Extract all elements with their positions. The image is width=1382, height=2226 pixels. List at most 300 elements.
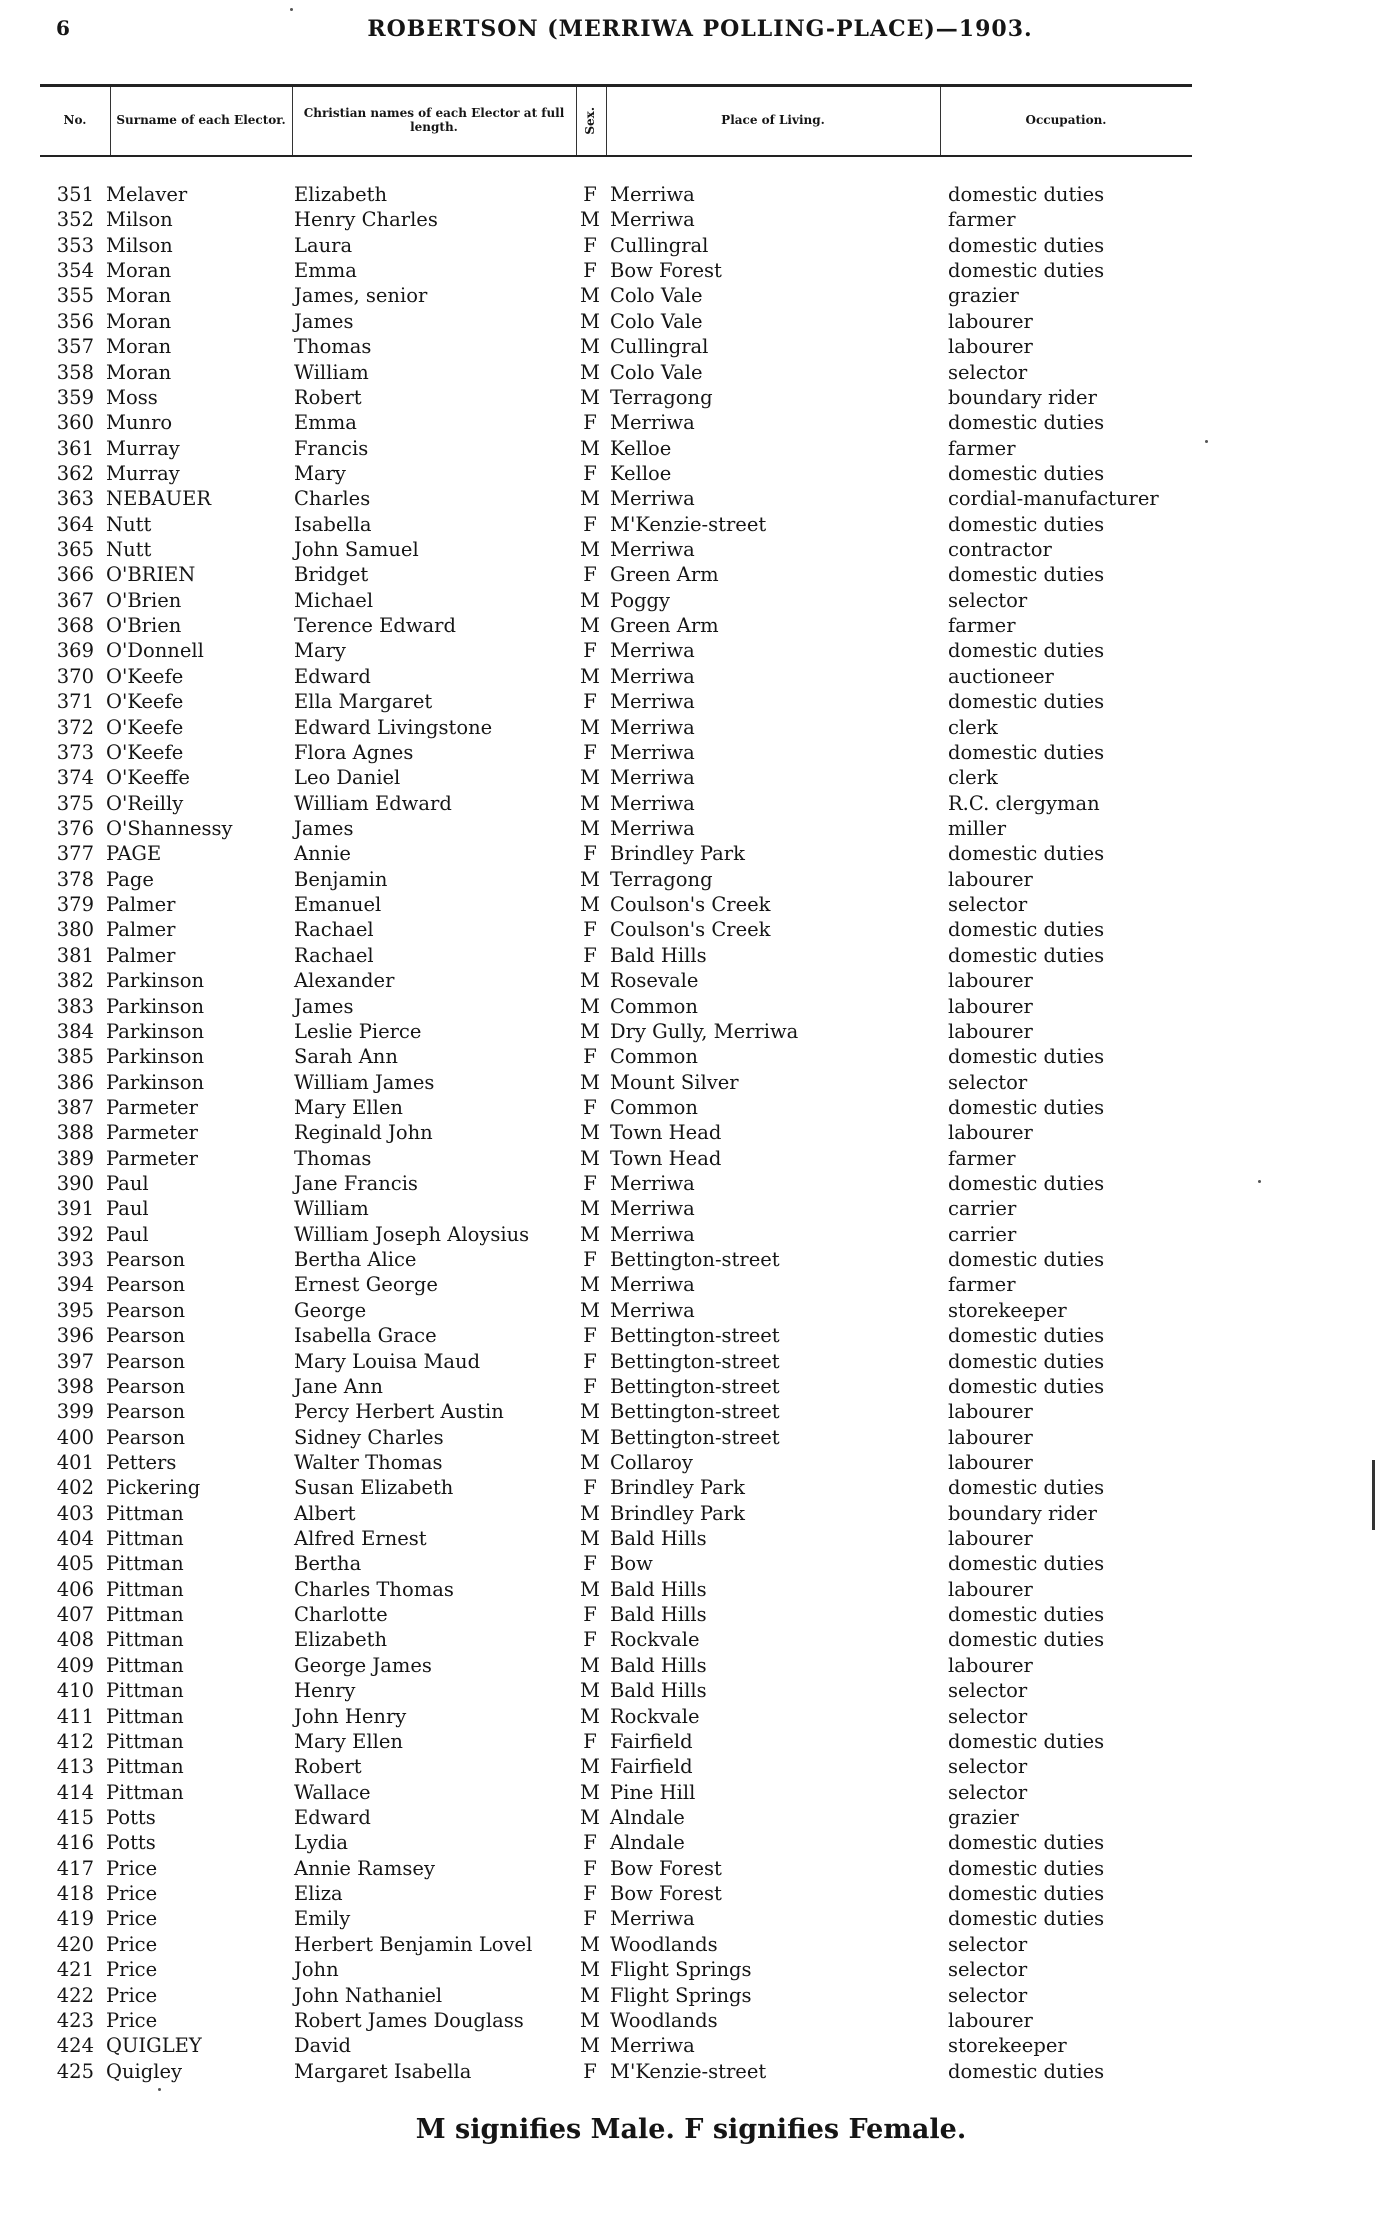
elector-row <box>0 1070 1382 1095</box>
elector-number: 357 <box>56 335 94 359</box>
elector-christian-names: Mary Ellen <box>294 1095 403 1119</box>
elector-row <box>0 360 1382 385</box>
elector-row <box>0 1932 1382 1957</box>
elector-number: 374 <box>56 766 94 790</box>
elector-christian-names: John Henry <box>294 1704 407 1728</box>
elector-christian-names: Lydia <box>294 1831 348 1855</box>
elector-row <box>0 638 1382 663</box>
elector-sex: M <box>580 2034 600 2058</box>
elector-place-of-living: Merriwa <box>610 487 695 511</box>
elector-occupation: storekeeper <box>948 2034 1067 2058</box>
print-speck <box>158 2088 161 2091</box>
elector-number: 384 <box>56 1019 94 1043</box>
elector-number: 420 <box>56 1932 94 1956</box>
elector-sex: M <box>580 1780 600 1804</box>
elector-sex: F <box>583 918 597 942</box>
elector-sex: M <box>580 1755 600 1779</box>
elector-christian-names: George James <box>294 1653 432 1677</box>
elector-number: 392 <box>56 1222 94 1246</box>
elector-row <box>0 258 1382 283</box>
elector-surname: O'Donnell <box>106 639 204 663</box>
elector-surname: Pittman <box>106 1780 184 1804</box>
elector-surname: Parmeter <box>106 1121 198 1145</box>
elector-place-of-living: Merriwa <box>610 740 695 764</box>
elector-row <box>0 1196 1382 1221</box>
elector-surname: Moran <box>106 360 172 384</box>
elector-christian-names: Francis <box>294 436 369 460</box>
elector-occupation: selector <box>948 1932 1028 1956</box>
elector-christian-names: Thomas <box>294 335 372 359</box>
elector-sex: F <box>583 639 597 663</box>
elector-row <box>0 486 1382 511</box>
elector-number: 368 <box>56 614 94 638</box>
column-divider <box>940 87 941 155</box>
elector-christian-names: Edward <box>294 1806 371 1829</box>
elector-christian-names: William <box>294 1197 369 1221</box>
elector-place-of-living: Common <box>610 1045 698 1069</box>
elector-christian-names: Emma <box>294 259 357 283</box>
elector-place-of-living: Bettington-street <box>610 1324 780 1348</box>
elector-place-of-living: Collaroy <box>610 1450 693 1474</box>
elector-surname: Palmer <box>106 893 176 917</box>
elector-sex: M <box>580 2008 600 2032</box>
elector-surname: Paul <box>106 1222 149 1246</box>
elector-row <box>0 867 1382 892</box>
elector-surname: Petters <box>106 1450 177 1474</box>
column-header-surname: Surname of each Elector. <box>116 113 286 128</box>
elector-christian-names: Rachael <box>294 943 374 967</box>
elector-surname: Pearson <box>106 1425 186 1449</box>
elector-surname: Parmeter <box>106 1095 198 1119</box>
elector-occupation: labourer <box>948 994 1033 1018</box>
elector-number: 393 <box>56 1248 94 1272</box>
elector-surname: Price <box>106 1932 158 1956</box>
elector-occupation: clerk <box>948 715 998 739</box>
elector-place-of-living: Cullingral <box>610 335 709 359</box>
elector-place-of-living: Bald Hills <box>610 1527 707 1551</box>
elector-number: 399 <box>56 1400 94 1424</box>
column-header-sex <box>578 92 604 150</box>
elector-number: 380 <box>56 918 94 942</box>
elector-number: 366 <box>56 563 94 587</box>
elector-number: 387 <box>56 1095 94 1119</box>
elector-place-of-living: Merriwa <box>610 411 695 435</box>
elector-number: 400 <box>56 1425 94 1449</box>
elector-surname: O'Reilly <box>106 791 184 815</box>
elector-christian-names: Laura <box>294 233 353 257</box>
elector-sex: M <box>580 1983 600 2007</box>
elector-surname: Parkinson <box>106 994 205 1018</box>
elector-occupation: domestic duties <box>948 1324 1105 1348</box>
elector-surname: Pittman <box>106 1755 184 1779</box>
elector-sex: F <box>583 461 597 485</box>
elector-number: 403 <box>56 1501 94 1525</box>
elector-surname: Parkinson <box>106 1019 205 1043</box>
elector-sex: M <box>580 791 600 815</box>
elector-occupation: domestic duties <box>948 1349 1105 1373</box>
elector-surname: Nutt <box>106 538 152 562</box>
elector-occupation: labourer <box>948 1121 1033 1145</box>
elector-place-of-living: Terragong <box>610 867 713 891</box>
elector-number: 370 <box>56 664 94 688</box>
elector-occupation: domestic duties <box>948 1628 1105 1652</box>
elector-number: 377 <box>56 842 94 866</box>
elector-row <box>0 537 1382 562</box>
elector-row <box>0 689 1382 714</box>
elector-christian-names: Bertha Alice <box>294 1248 417 1272</box>
elector-occupation: selector <box>948 1070 1028 1094</box>
elector-surname: Melaver <box>106 183 188 206</box>
elector-sex: M <box>580 816 600 840</box>
elector-row <box>0 1830 1382 1855</box>
elector-row <box>0 917 1382 942</box>
elector-surname: Pearson <box>106 1248 186 1272</box>
elector-row <box>0 943 1382 968</box>
elector-row <box>0 2033 1382 2058</box>
elector-place-of-living: Bow Forest <box>610 1856 722 1880</box>
elector-occupation: labourer <box>948 335 1033 359</box>
elector-christian-names: William <box>294 360 369 384</box>
elector-place-of-living: Fairfield <box>610 1755 693 1779</box>
elector-christian-names: Ella Margaret <box>294 690 433 714</box>
elector-christian-names: James <box>294 816 354 840</box>
elector-sex: M <box>580 1298 600 1322</box>
elector-sex: M <box>580 360 600 384</box>
elector-surname: Palmer <box>106 943 176 967</box>
elector-number: 405 <box>56 1552 94 1576</box>
elector-number: 363 <box>56 487 94 511</box>
elector-row <box>0 1653 1382 1678</box>
elector-surname: Pittman <box>106 1527 184 1551</box>
elector-number: 385 <box>56 1045 94 1069</box>
elector-surname: Pittman <box>106 1628 184 1652</box>
elector-occupation: domestic duties <box>948 563 1105 587</box>
elector-christian-names: Thomas <box>294 1146 372 1170</box>
elector-surname: Parkinson <box>106 1070 205 1094</box>
elector-surname: Price <box>106 1882 158 1906</box>
elector-number: 367 <box>56 588 94 612</box>
elector-occupation: cordial-manufacturer <box>948 487 1159 511</box>
elector-christian-names: Albert <box>294 1501 356 1525</box>
elector-occupation: selector <box>948 1780 1028 1804</box>
elector-place-of-living: Merriwa <box>610 538 695 562</box>
elector-number: 419 <box>56 1907 94 1931</box>
elector-occupation: grazier <box>948 1806 1019 1829</box>
elector-row <box>0 1501 1382 1526</box>
elector-place-of-living: Merriwa <box>610 1172 695 1196</box>
elector-sex: F <box>583 1095 597 1119</box>
elector-occupation: labourer <box>948 1527 1033 1551</box>
elector-surname: Pittman <box>106 1501 184 1525</box>
elector-number: 421 <box>56 1958 94 1982</box>
elector-surname: Pittman <box>106 1704 184 1728</box>
elector-number: 390 <box>56 1172 94 1196</box>
elector-surname: Pearson <box>106 1400 186 1424</box>
elector-row <box>0 664 1382 689</box>
elector-occupation: labourer <box>948 969 1033 993</box>
elector-row <box>0 1526 1382 1551</box>
elector-surname: Pittman <box>106 1552 184 1576</box>
elector-sex: M <box>580 1400 600 1424</box>
elector-sex: M <box>580 1653 600 1677</box>
elector-number: 395 <box>56 1298 94 1322</box>
elector-row <box>0 1754 1382 1779</box>
elector-row <box>0 968 1382 993</box>
elector-christian-names: Emanuel <box>294 893 382 917</box>
elector-christian-names: Emma <box>294 411 357 435</box>
elector-occupation: domestic duties <box>948 1552 1105 1576</box>
elector-sex: M <box>580 1197 600 1221</box>
elector-christian-names: Alexander <box>294 969 395 993</box>
elector-row <box>0 436 1382 461</box>
elector-occupation: selector <box>948 1983 1028 2007</box>
elector-row <box>0 1450 1382 1475</box>
elector-place-of-living: Colo Vale <box>610 309 703 333</box>
elector-row <box>0 1323 1382 1348</box>
elector-number: 415 <box>56 1806 94 1829</box>
running-head: ROBERTSON (MERRIWA POLLING-PLACE)—1903. <box>367 16 1033 42</box>
elector-row <box>0 1627 1382 1652</box>
column-divider <box>576 87 577 155</box>
elector-row <box>0 1856 1382 1881</box>
elector-christian-names: Michael <box>294 588 374 612</box>
elector-surname: Paul <box>106 1197 149 1221</box>
elector-occupation: farmer <box>948 436 1016 460</box>
column-header-occupation: Occupation. <box>1025 113 1107 128</box>
elector-row <box>0 1704 1382 1729</box>
elector-surname: Price <box>106 1907 158 1931</box>
elector-number: 358 <box>56 360 94 384</box>
elector-surname: Pearson <box>106 1298 186 1322</box>
elector-sex: F <box>583 943 597 967</box>
elector-occupation: farmer <box>948 208 1016 232</box>
elector-sex: F <box>583 1324 597 1348</box>
elector-occupation: carrier <box>948 1222 1017 1246</box>
elector-number: 412 <box>56 1729 94 1753</box>
elector-sex: M <box>580 538 600 562</box>
elector-number: 375 <box>56 791 94 815</box>
elector-row <box>0 461 1382 486</box>
elector-sex: F <box>583 512 597 536</box>
elector-surname: O'Brien <box>106 614 182 638</box>
elector-surname: Price <box>106 1983 158 2007</box>
elector-row <box>0 1957 1382 1982</box>
elector-place-of-living: Bettington-street <box>610 1374 780 1398</box>
elector-christian-names: Mary Louisa Maud <box>294 1349 481 1373</box>
elector-number: 383 <box>56 994 94 1018</box>
elector-occupation: domestic duties <box>948 1729 1105 1753</box>
elector-place-of-living: Merriwa <box>610 715 695 739</box>
elector-occupation: carrier <box>948 1197 1017 1221</box>
elector-surname: Pearson <box>106 1349 186 1373</box>
elector-occupation: domestic duties <box>948 461 1105 485</box>
elector-sex: F <box>583 1856 597 1880</box>
elector-number: 418 <box>56 1882 94 1906</box>
elector-surname: Price <box>106 1958 158 1982</box>
elector-sex: M <box>580 284 600 308</box>
elector-number: 404 <box>56 1527 94 1551</box>
elector-surname: Parkinson <box>106 969 205 993</box>
elector-sex: F <box>583 1172 597 1196</box>
elector-surname: Munro <box>106 411 173 435</box>
elector-sex: M <box>580 969 600 993</box>
elector-place-of-living: Brindley Park <box>610 1501 745 1525</box>
elector-occupation: grazier <box>948 284 1019 308</box>
elector-row <box>0 2059 1382 2084</box>
elector-place-of-living: Merriwa <box>610 1197 695 1221</box>
elector-sex: M <box>580 385 600 409</box>
elector-christian-names: Henry Charles <box>294 208 438 232</box>
elector-occupation: domestic duties <box>948 411 1105 435</box>
elector-place-of-living: Woodlands <box>610 2008 718 2032</box>
elector-place-of-living: Green Arm <box>610 614 719 638</box>
elector-christian-names: Herbert Benjamin Lovel <box>294 1932 533 1956</box>
elector-christian-names: Annie Ramsey <box>294 1856 435 1880</box>
elector-surname: Moran <box>106 284 172 308</box>
elector-christian-names: Leo Daniel <box>294 766 401 790</box>
elector-number: 401 <box>56 1450 94 1474</box>
elector-number: 361 <box>56 436 94 460</box>
elector-sex: M <box>580 1501 600 1525</box>
elector-christian-names: Susan Elizabeth <box>294 1476 454 1500</box>
elector-christian-names: William Edward <box>294 791 452 815</box>
elector-place-of-living: Cullingral <box>610 233 709 257</box>
elector-row <box>0 994 1382 1019</box>
elector-sex: M <box>580 1679 600 1703</box>
elector-occupation: farmer <box>948 614 1016 638</box>
elector-christian-names: John <box>294 1958 339 1982</box>
elector-sex: M <box>580 1146 600 1170</box>
elector-surname: Price <box>106 2008 158 2032</box>
elector-place-of-living: Kelloe <box>610 436 672 460</box>
elector-sex: M <box>580 1222 600 1246</box>
elector-surname: O'Keefe <box>106 740 184 764</box>
elector-number: 359 <box>56 385 94 409</box>
elector-row <box>0 1881 1382 1906</box>
elector-place-of-living: Merriwa <box>610 690 695 714</box>
elector-number: 386 <box>56 1070 94 1094</box>
elector-number: 371 <box>56 690 94 714</box>
elector-row <box>0 892 1382 917</box>
elector-place-of-living: Rockvale <box>610 1704 700 1728</box>
elector-christian-names: Percy Herbert Austin <box>294 1400 504 1424</box>
elector-row <box>0 1805 1382 1830</box>
elector-number: 376 <box>56 816 94 840</box>
elector-occupation: labourer <box>948 867 1033 891</box>
elector-occupation: domestic duties <box>948 1045 1105 1069</box>
elector-row <box>0 1983 1382 2008</box>
print-speck <box>1205 440 1208 443</box>
elector-number: 396 <box>56 1324 94 1348</box>
elector-sex: M <box>580 487 600 511</box>
elector-number: 411 <box>56 1704 94 1728</box>
elector-sex: F <box>583 1349 597 1373</box>
elector-row <box>0 1729 1382 1754</box>
elector-number: 402 <box>56 1476 94 1500</box>
elector-number: 388 <box>56 1121 94 1145</box>
elector-occupation: miller <box>948 816 1007 840</box>
elector-place-of-living: Colo Vale <box>610 360 703 384</box>
elector-occupation: domestic duties <box>948 1374 1105 1398</box>
elector-row <box>0 1044 1382 1069</box>
elector-occupation: domestic duties <box>948 943 1105 967</box>
elector-place-of-living: Merriwa <box>610 791 695 815</box>
elector-place-of-living: M'Kenzie-street <box>610 512 767 536</box>
elector-place-of-living: Town Head <box>610 1121 722 1145</box>
elector-surname: Quigley <box>106 2059 183 2083</box>
elector-row <box>0 562 1382 587</box>
elector-christian-names: Annie <box>294 842 351 866</box>
elector-occupation: selector <box>948 588 1028 612</box>
elector-sex: F <box>583 1603 597 1627</box>
elector-place-of-living: Common <box>610 1095 698 1119</box>
elector-row <box>0 1780 1382 1805</box>
elector-place-of-living: Alndale <box>610 1806 685 1829</box>
elector-occupation: domestic duties <box>948 842 1105 866</box>
elector-christian-names: Mary <box>294 639 346 663</box>
elector-surname: O'Keeffe <box>106 766 190 790</box>
elector-christian-names: William James <box>294 1070 435 1094</box>
elector-surname: Potts <box>106 1806 156 1829</box>
elector-occupation: domestic duties <box>948 183 1105 206</box>
elector-surname: Parkinson <box>106 1045 205 1069</box>
elector-row <box>0 715 1382 740</box>
elector-occupation: selector <box>948 893 1028 917</box>
elector-occupation: farmer <box>948 1146 1016 1170</box>
elector-christian-names: Leslie Pierce <box>294 1019 422 1043</box>
elector-number: 406 <box>56 1577 94 1601</box>
elector-place-of-living: Brindley Park <box>610 842 745 866</box>
elector-occupation: selector <box>948 360 1028 384</box>
elector-christian-names: Mary <box>294 461 346 485</box>
elector-number: 354 <box>56 259 94 283</box>
elector-number: 356 <box>56 309 94 333</box>
elector-occupation: clerk <box>948 766 998 790</box>
elector-row <box>0 207 1382 232</box>
elector-place-of-living: Common <box>610 994 698 1018</box>
elector-sex: F <box>583 233 597 257</box>
elector-sex: M <box>580 335 600 359</box>
elector-christian-names: Sarah Ann <box>294 1045 398 1069</box>
elector-christian-names: Margaret Isabella <box>294 2059 472 2083</box>
elector-sex: M <box>580 1958 600 1982</box>
elector-place-of-living: Merriwa <box>610 816 695 840</box>
column-divider <box>292 87 293 155</box>
elector-number: 355 <box>56 284 94 308</box>
elector-number: 413 <box>56 1755 94 1779</box>
elector-place-of-living: Colo Vale <box>610 284 703 308</box>
elector-sex: F <box>583 1628 597 1652</box>
elector-surname: Price <box>106 1856 158 1880</box>
elector-sex: F <box>583 1552 597 1576</box>
elector-place-of-living: Bow <box>610 1552 653 1576</box>
column-header-sex-label: Sex. <box>583 107 598 135</box>
elector-christian-names: Ernest George <box>294 1273 438 1297</box>
elector-surname: O'Keefe <box>106 664 184 688</box>
elector-place-of-living: Bald Hills <box>610 1653 707 1677</box>
elector-christian-names: Alfred Ernest <box>294 1527 427 1551</box>
elector-sex: M <box>580 664 600 688</box>
elector-row <box>0 1551 1382 1576</box>
elector-place-of-living: Bettington-street <box>610 1425 780 1449</box>
elector-sex: M <box>580 893 600 917</box>
elector-occupation: farmer <box>948 1273 1016 1297</box>
elector-christian-names: Charlotte <box>294 1603 388 1627</box>
elector-christian-names: John Nathaniel <box>294 1983 443 2007</box>
elector-place-of-living: Town Head <box>610 1146 722 1170</box>
elector-row <box>0 1425 1382 1450</box>
elector-christian-names: Sidney Charles <box>294 1425 444 1449</box>
